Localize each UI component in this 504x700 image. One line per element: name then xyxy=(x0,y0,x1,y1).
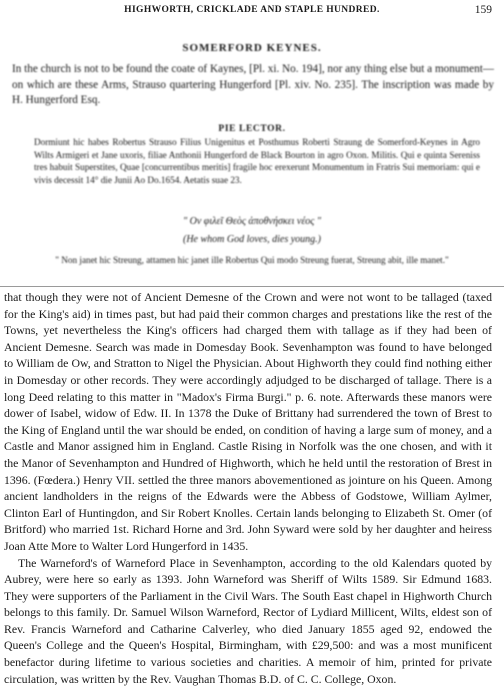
main-text xyxy=(4,289,492,687)
section-title: SOMERFORD KEYNES. xyxy=(182,42,322,54)
pie-lector-heading: PIE LECTOR. xyxy=(218,124,286,134)
upper-paragraph: In the church is not to be found the coate of Kaynes, [Pl. xi. No. 194], nor any thing else but a monument—on which are these Arms, Strauso quartering Hungerford [Pl. xiv. No. 235]. The inscription was made by H. Hungerford Esq. xyxy=(12,63,494,106)
running-title: HIGHWORTH, CRICKLADE AND STAPLE HUNDRED. xyxy=(124,5,380,15)
latin-inscription: Dormiunt hic habes Robertus Strauso Filius Unigenitus et Posthumus Roberti Straung de Somerford-Keynes in Agro Wilts Armigeri et Jane uxoris, filiae Anthonii Hungerford de Black Bourton in agro Oxon. Militis. Qui e quinta Sereniss tres habuit Superstites, Quae [concurrentibus meritis] fragile hoc erexerunt Monumentum in Fratris Sui memoriam: qui e vivis decessit 14° die Junii Ao Do.1654. Aetatis suae 23. xyxy=(34,137,480,185)
main-paragraph-2: The Warneford's of Warneford Place in Sevenhampton, according to the old Kalendars quoted by Aubrey, were here so early as 1393. John Warneford was Sheriff of Wilts 1589. Sir Edmund 1683. They were supporters of the Parliament in the Civil Wars. The South East chapel in Highworth Church belongs to this family. Dr. Samuel Wilson Warneford, Rector of Lydiard Millicent, Wilts, eldest son of Rev. Francis Warneford and Catharine Calverley, who died January 1855 aged 92, endowed the Queen's College and the Queen's Hospital, Birmingham, with £29,500: and was a most munificent benefactor during lifetime to various societies and charities. A memoir of him, printed for private circulation, was written by the Rev. Vaughan Thomas B.D. of C. C. College, Oxon. xyxy=(4,555,492,686)
main-paragraph-1: that though they were not of Ancient Demesne of the Crown and were not wont to be tallaged (taxed for the King's aid) in times past, but had paid their common charges and prestations like the rest of the Towns, yet nevertheless the King's officers had charged them with tallage as if they had been of Ancient Demesne. Search was made in Domesday Book. Sevenhampton was found to have belonged to William de Ow, and Stratton to Nigel the Physician. About Highworth they could find nothing either in Domesday or other records. They were accordingly adjudged to be discharged of tallage. There is a long Deed relating to this matter in "Madox's Firma Burgi." p. 6. note. Afterwards these manors were dower of Isabel, widow of Edw. II. In 1378 the Duke of Brittany had surrendered the town of Brest to the King of England until the war should be ended, on condition of having a large sum of money, and a Castle and Manor assigned him in England. Castle Rising in Norfolk was the one chosen, and with it the Manor of Sevenhampton and Hundred of Highworth, which he held until the restoration of Brest in 1396. (Fœdera.) Henry VII. settled the three manors abovementioned as jointure on his Queen. Among ancient landholders in the reigns of the Edwards were the Abbess of Godstowe, William Aylmer, Clinton Earl of Huntingdon, and Sir Robert Knolles. Certain lands belonging to Elizabeth St. Omer (of Britford) who married 1st. Richard Horne and 3rd. John Syward were sold by her daughter and heiress Joan Atte More to Walter Lord Hungerford in 1435. xyxy=(4,290,492,553)
section-divider xyxy=(0,286,504,287)
motto-translation: (He whom God loves, dies young.) xyxy=(182,234,322,245)
running-head xyxy=(0,4,504,18)
latin-epitaph: " Non janet hic Streung, attamen hic janet ille Robertus Qui modo Streung fuerat, Streung abit, ille manet." xyxy=(55,255,449,265)
greek-motto: " Ov φιλεῖ Θεὸς ἀποθνήσκει νέος " xyxy=(182,216,322,227)
page-number: 159 xyxy=(474,4,492,16)
